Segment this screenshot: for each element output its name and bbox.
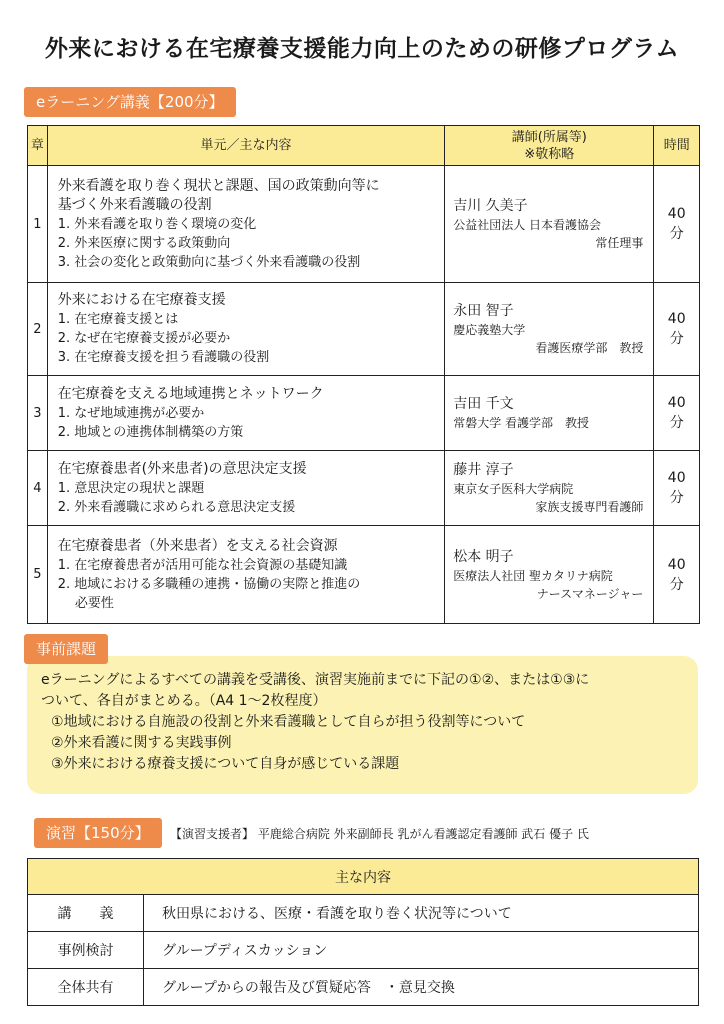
unit-cell <box>47 283 445 376</box>
chapter-number: 4 <box>28 451 48 526</box>
time-cell <box>654 166 700 283</box>
prework-text: eラーニングによるすべての講義を受講後、演習実施前までに下記の①②、または①③に <box>41 672 590 688</box>
time-value: 40 <box>667 470 686 486</box>
instructor-org: 医療法人社団 聖カタリナ病院 <box>453 568 613 583</box>
instructor-name: 藤井 淳子 <box>453 462 514 478</box>
unit-title: 在宅療養を支える地域連携とネットワーク <box>57 385 324 402</box>
unit-item: 2. なぜ在宅療養支援が必要か <box>57 331 231 346</box>
time-cell <box>654 451 700 526</box>
exercise-key: 事例検討 <box>28 932 144 969</box>
page-title: 外来における在宅療養支援能力向上のための研修プログラム <box>44 36 680 62</box>
unit-item: 3. 在宅療養支援を担う看護職の役割 <box>57 350 270 365</box>
exercise-value: グループからの報告及び質疑応答 ・意見交換 <box>144 969 699 1006</box>
unit-item: 2. 地域との連携体制構築の方策 <box>57 424 244 440</box>
instructor-role: 常任理事 <box>595 236 644 250</box>
time-unit: 分 <box>669 226 684 242</box>
header-chapter: 章 <box>28 126 48 166</box>
header-instructor-line1: 講師(所属等) <box>511 129 587 145</box>
instructor-org: 常磐大学 看護学部 教授 <box>453 416 590 430</box>
instructor-cell <box>445 451 654 526</box>
header-instructor-line2: ※敬称略 <box>524 146 575 162</box>
lecture-row <box>28 376 700 451</box>
header-unit: 単元／主な内容 <box>47 126 445 166</box>
unit-item: 2. 外来看護職に求められる意思決定支援 <box>57 499 296 515</box>
unit-title: 在宅療養患者（外来患者）を支える社会資源 <box>57 537 338 554</box>
unit-item: 1. 外来看護を取り巻く環境の変化 <box>57 216 257 232</box>
exercise-header: 主な内容 <box>28 859 699 895</box>
time-value: 40 <box>667 556 686 573</box>
instructor-cell <box>445 526 654 624</box>
unit-item: 必要性 <box>57 595 114 611</box>
instructor-org: 慶応義塾大学 <box>453 323 526 337</box>
unit-item: 1. 意思決定の現状と課題 <box>57 480 205 496</box>
instructor-cell <box>445 166 654 283</box>
time-cell <box>654 283 700 376</box>
exercise-value: 秋田県における、医療・看護を取り巻く状況等について <box>144 895 699 932</box>
lecture-table <box>27 125 700 624</box>
chapter-number: 3 <box>28 376 48 451</box>
instructor-name: 吉田 千文 <box>453 396 514 412</box>
unit-item: 1. 在宅療養支援とは <box>57 312 179 327</box>
prework-tag: 事前課題 <box>24 634 108 664</box>
time-cell <box>654 526 700 624</box>
prework-box <box>27 656 698 794</box>
elearning-tag: eラーニング講義【200分】 <box>24 87 236 117</box>
instructor-role: 看護医療学部 教授 <box>535 341 644 355</box>
header-time: 時間 <box>654 126 700 166</box>
instructor-name: 松本 明子 <box>453 548 514 565</box>
time-value: 40 <box>667 311 686 327</box>
exercise-key: 講 義 <box>28 895 144 932</box>
lecture-row <box>28 451 700 526</box>
unit-cell <box>47 166 445 283</box>
unit-title: 在宅療養患者(外来患者)の意思決定支援 <box>57 460 307 477</box>
time-unit: 分 <box>669 415 684 431</box>
unit-cell <box>47 376 445 451</box>
exercise-row <box>28 969 699 1006</box>
exercise-tag: 演習【150分】 <box>34 818 162 848</box>
time-unit: 分 <box>669 576 684 593</box>
unit-item: 2. 地域における多職種の連携・協働の実際と推進の <box>57 576 361 592</box>
chapter-number: 2 <box>28 283 48 376</box>
header-instructor <box>445 126 654 166</box>
instructor-role: ナースマネージャー <box>536 586 644 601</box>
instructor-name: 永田 智子 <box>453 303 514 319</box>
unit-item: 1. 在宅療養患者が活用可能な社会資源の基礎知識 <box>57 557 348 573</box>
lecture-header-row <box>28 126 700 166</box>
lecture-row <box>28 526 700 624</box>
exercise-table <box>27 858 699 1006</box>
unit-title: 外来看護を取り巻く現状と課題、国の政策動向等に <box>57 177 380 194</box>
instructor-cell <box>445 283 654 376</box>
prework-item: ①地域における自施設の役割と外来看護職として自らが担う役割等について <box>51 714 526 730</box>
prework-text: ついて、各自がまとめる。（A4 1～2枚程度） <box>41 693 327 709</box>
lecture-row <box>28 283 700 376</box>
unit-title: 外来における在宅療養支援 <box>57 292 226 308</box>
prework-item: ③外来における療養支援について自身が感じている課題 <box>51 756 400 772</box>
chapter-number: 1 <box>28 166 48 283</box>
time-cell <box>654 376 700 451</box>
time-unit: 分 <box>669 331 684 347</box>
instructor-cell <box>445 376 654 451</box>
instructor-role: 家族支援専門看護師 <box>535 500 644 514</box>
instructor-org: 東京女子医科大学病院 <box>453 482 574 496</box>
exercise-support: 【演習支援者】 平鹿総合病院 外来副師長 乳がん看護認定看護師 武石 優子 氏 <box>170 827 589 841</box>
exercise-row <box>28 895 699 932</box>
exercise-value: グループディスカッション <box>144 932 699 969</box>
time-value: 40 <box>667 395 686 411</box>
unit-item: 2. 外来医療に関する政策動向 <box>57 235 231 251</box>
exercise-row <box>28 932 699 969</box>
unit-cell <box>47 451 445 526</box>
time-value: 40 <box>667 206 686 222</box>
unit-item: 3. 社会の変化と政策動向に基づく外来看護職の役割 <box>57 254 361 270</box>
unit-cell <box>47 526 445 624</box>
prework-item: ②外来看護に関する実践事例 <box>51 735 232 751</box>
exercise-header-row <box>28 859 699 895</box>
instructor-name: 吉川 久美子 <box>453 198 528 214</box>
unit-item: 1. なぜ地域連携が必要か <box>57 405 205 421</box>
chapter-number: 5 <box>28 526 48 624</box>
lecture-row <box>28 166 700 283</box>
unit-title: 基づく外来看護職の役割 <box>57 196 212 213</box>
exercise-key: 全体共有 <box>28 969 144 1006</box>
time-unit: 分 <box>669 490 684 506</box>
instructor-org: 公益社団法人 日本看護協会 <box>453 218 602 232</box>
